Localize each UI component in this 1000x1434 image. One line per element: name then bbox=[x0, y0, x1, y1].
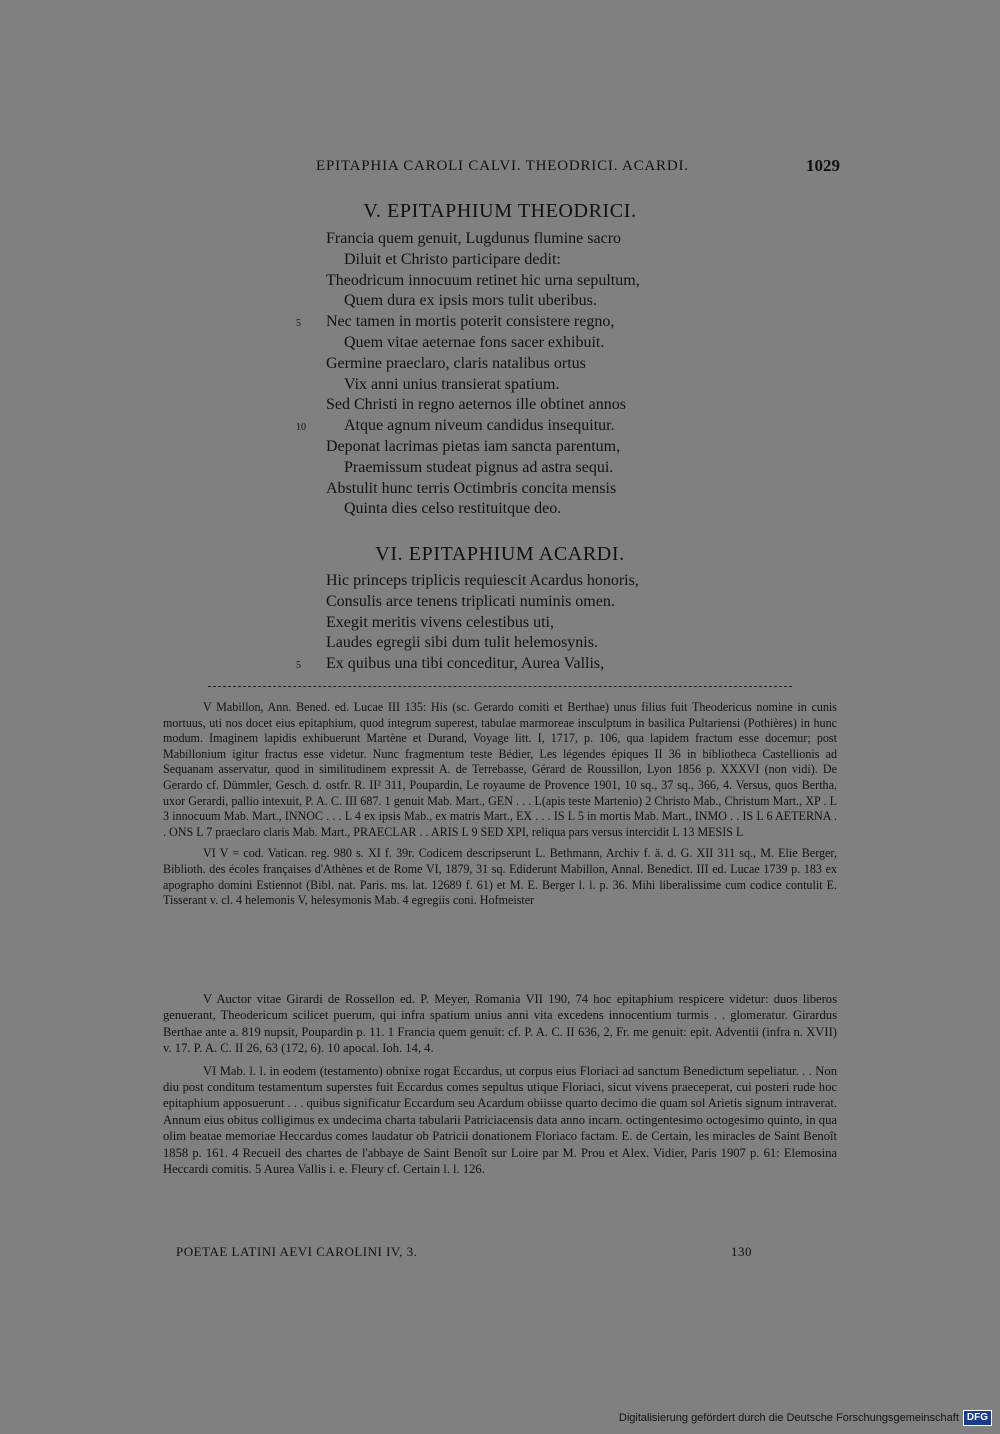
poem-vi bbox=[296, 571, 639, 675]
verse-line bbox=[326, 613, 639, 634]
verse-text: Laudes egregii sibi dum tulit helemosynis. bbox=[326, 634, 598, 652]
running-title: EPITAPHIA CAROLI CALVI. THEODRICI. ACARDI. bbox=[316, 158, 689, 174]
verse-text: Atque agnum niveum candidus insequitur. bbox=[344, 417, 615, 435]
verse-line bbox=[326, 291, 640, 312]
verse-text: Hic princeps triplicis requiescit Acardus honoris, bbox=[326, 572, 639, 589]
funding-text: Digitalisierung gefördert durch die Deutsche Forschungsgemeinschaft bbox=[618, 1412, 959, 1424]
verse-text: Sed Christi in regno aeternos ille obtinet annos bbox=[326, 396, 626, 414]
line-number: 5 bbox=[296, 318, 301, 330]
verse-text: Exegit meritis vivens celestibus uti, bbox=[326, 613, 554, 631]
verse-text: Deponat lacrimas pietas iam sancta parentum, bbox=[326, 437, 621, 455]
verse-line bbox=[326, 592, 639, 613]
verse-text: Quem dura ex ipsis mors tulit uberibus. bbox=[344, 292, 597, 310]
verse-line bbox=[326, 458, 640, 479]
commentary-v: V Auctor vitae Girardi de Rossellon ed. P. Meyer, Romania VII 190, 74 hoc epitaphium respicere videtur: duos liberos genuerant, Theodericum scilicet puerum, qui infra spatium unius anni vita excedens innocentium turmis . . glomeratur. Girardus Berthae ante a. 819 nupsit, Poupardin p. 11. 1 Francia quem genuit: cf. P. A. C. II 636, 2, Fr. me genuit: epit. Adventii (infra n. XVII) v. 17. P. A. C. II 26, 63 (172, 6). 10 apocal. Ioh. 14, 4. bbox=[163, 992, 837, 1056]
verse-text: Consulis arce tenens triplicati numinis omen. bbox=[326, 592, 615, 610]
commentary-vi: VI Mab. l. l. in eodem (testamento) obnixe rogat Eccardus, ut corpus eius Floriaci ad sanctum Benedictum sepeliatur. . . Non diu post conditum testamentum superstes fuit Eccardus comes sepultus utique Floriaci, sicut vivens praeceperat, cui posteri rude hoc epitaphium apposuerunt . . . quibus significatur Eccardum seu Acardum obiisse quarto decimo die quam sol Arietis signum intraverat. Annum eius obitus colligimus ex undecima charta tabularii Patriciacensis data anno incarn. octingentesimo octogesimo quinto, in qua olim beatae memoriae Heccardus comes laudatur ob Patricii donationem Floriaco factam. E. de Certain, les miracles de Saint Benoît 1858 p. 161. 4 Recueil des chartes de l'abbaye de Saint Benoît sur Loire par M. Prou et Alex. Vidier, Paris 1907 p. 61: Elemosina Heccardi comitis. 5 Aurea Vallis i. e. Fleury cf. Certain l. l. 126. bbox=[163, 1063, 837, 1177]
dfg-logo-icon: DFG bbox=[963, 1410, 992, 1426]
verse-line bbox=[326, 479, 640, 500]
line-number: 5 bbox=[296, 660, 301, 672]
verse-line bbox=[326, 395, 640, 416]
verse-line bbox=[296, 312, 640, 333]
page-footer bbox=[176, 1244, 752, 1260]
poem-v bbox=[296, 229, 640, 520]
verse-line bbox=[326, 437, 640, 458]
verse-text: Quinta dies celso restituitque deo. bbox=[344, 500, 562, 518]
verse-line bbox=[326, 633, 639, 654]
verse-text: Quem vitae aeternae fons sacer exhibuit. bbox=[344, 333, 605, 351]
series-title: POETAE LATINI AEVI CAROLINI IV, 3. bbox=[176, 1244, 418, 1259]
footnote-divider bbox=[208, 686, 792, 687]
verse-line bbox=[326, 499, 640, 520]
verse-line bbox=[296, 416, 640, 437]
verse-text: Diluit et Christo participare dedit: bbox=[344, 250, 561, 268]
apparatus-note-vi: VI V = cod. Vatican. reg. 980 s. XI f. 39r. Codicem descripserunt L. Bethmann, Archiv f. ä. d. G. XII 311 sq., M. Elie Berger, Biblioth. des écoles françaises d'Athènes et de Rome VI, 1879, 31 sq. Ediderunt Mabillon, Annal. Benedict. III ed. Lucae 1739 p. 183 ex apographo domini Estiennot (Bibl. nat. Paris. ms. lat. 12689 f. 61) et M. E. Berger l. l. p. 36. Mihi liberalissime cum codice contulit E. Tisserant v. cl. 4 helemonis V, helesymonis Mab. 4 egregiis coni. Hofmeister bbox=[163, 846, 837, 908]
commentary bbox=[163, 991, 837, 1177]
verse-line bbox=[326, 571, 639, 592]
verse-text: Theodricum innocuum retinet hic urna sepultum, bbox=[326, 271, 640, 289]
verse-text: Vix anni unius transierat spatium. bbox=[344, 375, 560, 393]
page-number: 1029 bbox=[806, 156, 840, 175]
verse-text: Abstulit hunc terris Octimbris concita mensis bbox=[326, 479, 617, 497]
verse-line bbox=[326, 333, 640, 354]
signature-mark: 130 bbox=[731, 1244, 752, 1259]
line-number: 10 bbox=[296, 422, 306, 434]
funding-bar bbox=[619, 1410, 992, 1426]
verse-text: Praemissum studeat pignus ad astra sequi. bbox=[344, 458, 614, 476]
verse-line bbox=[326, 354, 640, 375]
verse-text: Ex quibus una tibi conceditur, Aurea Vallis, bbox=[326, 655, 605, 673]
section-v-title: V. EPITAPHIUM THEODRICI. bbox=[363, 200, 637, 222]
verse-line bbox=[326, 250, 640, 271]
verse-line bbox=[326, 271, 640, 292]
verse-text: Francia quem genuit, Lugdunus flumine sacro bbox=[326, 230, 622, 247]
section-vi-title: VI. EPITAPHIUM ACARDI. bbox=[375, 543, 625, 565]
verse-line bbox=[326, 229, 640, 250]
apparatus-criticus bbox=[163, 700, 837, 909]
verse-text: Nec tamen in mortis poterit consistere regno, bbox=[326, 313, 615, 331]
apparatus-note-v: V Mabillon, Ann. Bened. ed. Lucae III 135: His (sc. Gerardo comiti et Berthae) unus filius fuit Theodericus nomine in cunis mortuus, uti nos docet eius epitaphium, quod integrum superest, tabulae marmoreae insculptum in basilica Pultariensi (Pothières) in hunc modum. Imaginem lapidis exhibuerunt Martène et Durand, Voyage litt. I, 1717, p. 106, qua lapidem fractum esse docemur; post Mabillonium igitur fractus esse videtur. Nunc fragmentum teste Bédier, Les légendes épiques II 36 in bibliotheca Castellionis ad Sequanam asservatur, quod in similitudinem expressit A. de Terrebasse, Gérard de Roussillon, Lyon 1856 p. XXXVI (non vidi). De Gerardo cf. Dümmler, Gesch. d. ostfr. R. II² 311, Poupardin, Le royaume de Provence 1901, 10 sq., 37 sq., 366, 4. Versus, quos Bertha, uxor Gerardi, pallio intexuit, P. A. C. III 687. 1 genuit Mab. Mart., GEN . . . L(apis teste Martenio) 2 Christo Mab., Christum Mart., XP . L 3 innocuum Mab. Mart., INNOC . . . L 4 ex ipsis Mab., ex matris Mart., EX . . . IS L 5 in mortis Mab. Mart., INMO . . IS L 6 AETERNA . . ONS L 7 praeclaro claris Mab. Mart., PRAECLAR . . ARIS L 9 SED XPI, reliqua pars versus intercidit L 13 MESIS L bbox=[163, 700, 837, 839]
verse-line bbox=[326, 375, 640, 396]
verse-text: Germine praeclaro, claris natalibus ortus bbox=[326, 354, 586, 372]
verse-line bbox=[296, 654, 639, 675]
